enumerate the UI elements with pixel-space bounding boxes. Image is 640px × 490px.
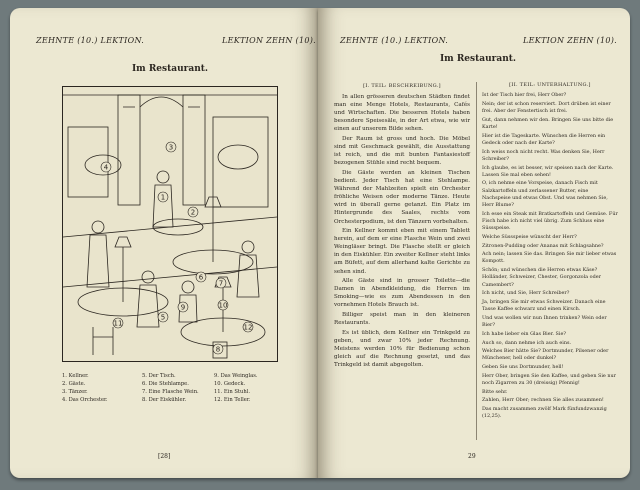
conversation-column [482,82,618,422]
dialogue-line: Ja, bringen Sie mir etwas Schweizer. Danach eine Tasse Kaffee schwarz und einen Kirsch. [482,298,606,313]
illus-num-4: 4 [103,163,109,172]
illus-num-1: 1 [160,193,166,202]
legend-column-3 [214,372,289,404]
dialogue-line: Schön; und wünschen die Herren etwas Käse? Holländer, Schweizer, Chester, Gorgonzola oder Camembert? [482,267,601,288]
legend-column-2 [142,372,217,404]
legend-item: 12. Ein Teller. [214,397,251,403]
dialogue-line: O, ich nehme eine Vorspeise, danach Fisch mit Salzkartoffeln und zerlassener Butter, eine Nachspeise und etwas Obst. Und was nehmen Sie, Herr Blume? [482,180,608,209]
dialogue-line: Ich habe lieber ein Glas Bier. Sie? [482,330,566,337]
description-column [334,82,470,371]
legend-item: 6. Die Stehlampe. [142,381,189,387]
left-page [10,8,318,478]
legend-item: 3. Tänzer. [62,389,88,395]
page-title: Im Restaurant. [131,64,209,74]
legend-item: 9. Das Weinglas. [214,373,258,379]
page-number: 29 [468,453,476,460]
dialogue-line: Zahlen, Herr Ober; rechnen Sie alles zusammen! [482,397,604,404]
column-divider [476,82,477,440]
legend-item: 2. Gäste. [62,381,86,387]
dialogue-line: Bitte sehr. [482,388,508,395]
paragraph: Alle Gäste sind in grosser Toilette—die Damen in Abendkleidung, die Herren im Smoking—wie es zum Abendessen in den vornehmen Hotels Brauch ist. [334,278,470,309]
paragraph: Der Raum ist gross und hoch. Die Möbel sind mit Geschmack gewählt, die Ausstattung ist reich, und die mit bunten Fantasiestoff bezogenen Stühle sind recht bequem. [334,136,470,167]
open-book [10,8,632,482]
illus-num-5: 5 [160,313,166,322]
illus-num-9: 9 [180,303,186,312]
dialogue-line: Auch so, dann nehme ich auch eins. [482,339,572,346]
section-heading: [II. TEIL: UNTERHALTUNG.] [509,82,591,88]
paragraph: Die Gäste werden an kleinen Tischen bedient. Jeder Tisch hat eine Stehlampe. Während der Mahlzeiten spielt ein Orchester fröhliche Weisen oder moderne Tänze. Heute wird in überall gerne getanzt. Ein Platz im Hintergrunde des Saales, rechts vom Orchesterpodium, ist den Tänzern vorbehalten. [334,169,470,225]
running-head-right: LEKTION ZEHN (10). [523,36,618,45]
illus-num-8: 8 [215,345,221,354]
page-number: [28] [158,453,171,460]
right-page [318,8,630,478]
page-title: Im Restaurant. [439,54,517,64]
paragraph: In allen grösseren deutschen Städten findet man eine Menge Hotels, Restaurants, Cafés und Wirtschaften. Die besseren Hotels haben besondere Speisesäle, in der Art etwa, wie wir einen auf unserem Bilde sehen. [334,94,470,133]
dialogue-line: Ich esse ein Steak mit Bratkartoffeln und Gemüse. Für Fisch habe ich nicht viel übrig. Zum Schluss eine Süssspeise. [482,210,618,232]
dialogue-line: Herr Ober, bringen Sie den Kaffee, und geben Sie nur noch Zigarren zu 30 (dreissig) Pfennig! [482,372,617,387]
legend-column-1 [62,372,137,404]
running-head-left: ZEHNTE (10.) LEKTION. [340,36,449,45]
dialogue-line: Ich nicht, und Sie, Herr Schreiber? [482,290,570,297]
legend-item: 8. Der Eiskühler. [142,397,187,403]
dialogue-line: Und was wollen wir nun Ihnen trinken? Wein oder Bier? [482,314,607,329]
running-head-right: LEKTION ZEHN (10). [222,36,317,45]
illus-num-3: 3 [168,143,174,152]
illus-num-11: 11 [113,319,123,328]
dialogue-line: Ist der Tisch hier frei, Herr Ober? [482,92,567,99]
dialogue-line: Geben Sie uns Dortmunder, hell! [482,364,564,371]
conversation-text [482,92,618,420]
dialogue-line: Gut, dann nehmen wir den. Bringen Sie uns bitte die Karte! [482,116,614,131]
legend-item: 1. Kellner. [62,373,89,379]
section-heading: [I. TEIL: BESCHREIBUNG.] [363,83,441,89]
legend-item: 7. Eine Flasche Wein. [142,389,199,395]
dialogue-line: Welche Süssspeise wünscht der Herr? [482,233,577,240]
dialogue-line: Hier ist die Tageskarte. Wünschen die Herren ein Gedeck oder nach der Karte? [482,132,606,146]
legend-item: 4. Das Orchester. [62,397,108,403]
dialogue-line: Ach nein; lassen Sie das. Bringen Sie mir lieber etwas Kompott. [482,251,617,265]
illus-num-7: 7 [218,279,224,288]
restaurant-illustration [62,86,278,362]
dialogue-line: Ich weiss noch nicht recht. Was denken Sie, Herr Schreiber? [482,148,605,162]
running-head-left: ZEHNTE (10.) LEKTION. [36,36,145,45]
dialogue-line: Zitronen-Pudding oder Ananas mit Schlagsahne? [482,242,604,249]
illus-num-6: 6 [198,273,204,282]
paragraph: Es ist üblich, dem Kellner ein Trinkgeld zu geben, und zwar 10% jeder Rechnung. Meistens werden 10% für Bedienung schon gleich auf die Rechnung gesetzt, und das Trinkgeld ist damit abgegolten. [334,329,470,369]
legend-item: 11. Ein Stuhl. [214,389,250,395]
dialogue-line: Das macht zusammen zwölf Mark fünfundzwanzig (12,25). [482,406,607,420]
illus-num-12: 12 [243,323,253,332]
dialogue-line: Ich glaube, es ist besser, wir speisen nach der Karte. Lassen Sie mal eben sehen! [482,164,614,178]
legend-item: 10. Gedeck. [214,381,246,387]
dialogue-line: Welches Bier hätte Sie? Dortmunder, Pilsener oder Münchener, hell oder dunkel? [482,348,609,362]
paragraph: Billiger speist man in den kleineren Restaurants. [334,312,470,327]
legend-item: 5. Der Tisch. [142,373,176,379]
illus-num-2: 2 [190,208,196,217]
description-text [334,93,470,369]
dialogue-line: Nein; der ist schon reserviert. Dort drüben ist einer frei. Aber der Fenstertisch ist frei. [482,100,611,115]
paragraph: Ein Kellner kommt eben mit einem Tablett herein, auf dem er eine Flasche Wein und zwei Weingläser bringt. Die Flasche stellt er gleich in den Eiskühler. Ein zweiter Kellner steht links am Büfett, auf dem allerhand kalte Gerichte zu sehen sind. [334,228,470,275]
illus-num-10: 10 [218,301,228,310]
